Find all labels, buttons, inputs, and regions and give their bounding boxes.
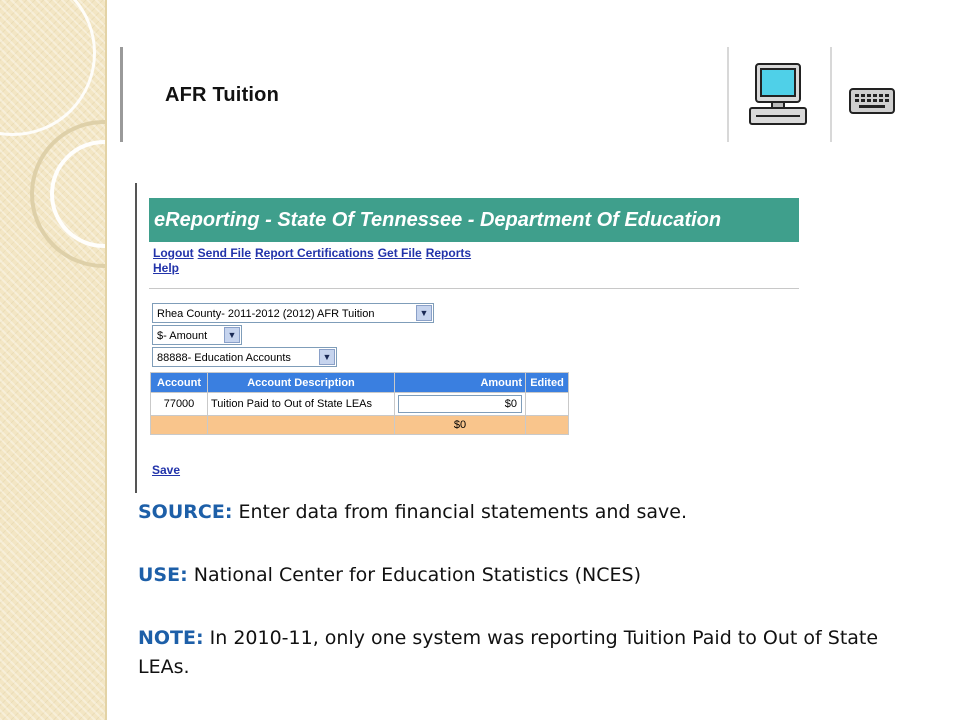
chevron-down-icon[interactable]: ▼ xyxy=(319,349,335,365)
total-empty-cell xyxy=(526,416,569,435)
category-select[interactable] xyxy=(152,347,337,367)
computer-icon xyxy=(748,62,810,128)
category-select-value: 88888- Education Accounts xyxy=(157,352,291,364)
chevron-down-icon[interactable]: ▼ xyxy=(416,305,432,321)
nav-links xyxy=(153,246,475,276)
note-text: In 2010-11, only one system was reporting Tuition Paid to Out of State LEAs. xyxy=(138,627,879,678)
chevron-down-icon[interactable]: ▼ xyxy=(224,327,240,343)
use-note xyxy=(138,561,918,590)
edited-cell xyxy=(526,393,569,416)
total-row xyxy=(151,416,569,435)
save-link[interactable]: Save xyxy=(152,463,181,477)
screenshot-border xyxy=(135,183,137,493)
divider xyxy=(727,47,729,142)
table-row xyxy=(151,393,569,416)
send-file-link[interactable]: Send File xyxy=(197,246,251,260)
column-header-description: Account Description xyxy=(208,373,395,393)
account-cell: 77000 xyxy=(151,393,208,416)
keyboard-icon xyxy=(849,88,895,114)
nav-divider xyxy=(149,288,799,289)
note-label: NOTE: xyxy=(138,627,204,649)
source-note xyxy=(138,498,918,527)
use-label: USE: xyxy=(138,564,188,586)
column-header-edited: Edited xyxy=(526,373,569,393)
column-header-account: Account xyxy=(151,373,208,393)
logout-link[interactable]: Logout xyxy=(153,246,194,260)
note-note xyxy=(138,624,918,682)
amount-input[interactable]: $0 xyxy=(398,395,522,413)
description-cell: Tuition Paid to Out of State LEAs xyxy=(208,393,395,416)
divider xyxy=(830,47,832,142)
total-amount-cell: $0 xyxy=(395,416,526,435)
use-text: National Center for Education Statistics (NCES) xyxy=(187,564,642,586)
decorative-circle xyxy=(0,0,96,136)
total-empty-cell xyxy=(208,416,395,435)
report-certifications-link[interactable]: Report Certifications xyxy=(255,246,374,260)
get-file-link[interactable]: Get File xyxy=(377,246,422,260)
help-link[interactable]: Help xyxy=(153,261,180,275)
amount-cell xyxy=(395,393,526,416)
column-header-amount: Amount xyxy=(395,373,526,393)
accounts-table xyxy=(150,372,569,435)
reports-link[interactable]: Reports xyxy=(425,246,472,260)
report-select-value: Rhea County- 2011-2012 (2012) AFR Tuition xyxy=(157,308,375,320)
source-text: Enter data from financial statements and save. xyxy=(232,501,688,523)
source-label: SOURCE: xyxy=(138,501,233,523)
app-banner: eReporting - State Of Tennessee - Department Of Education xyxy=(149,198,799,242)
type-select-value: $- Amount xyxy=(157,330,208,342)
table-header-row xyxy=(151,373,569,393)
page-title: AFR Tuition xyxy=(165,84,280,106)
type-select[interactable] xyxy=(152,325,242,345)
decorative-sidebar xyxy=(0,0,107,720)
total-empty-cell xyxy=(151,416,208,435)
report-select[interactable] xyxy=(152,303,434,323)
title-accent-line xyxy=(120,47,123,142)
